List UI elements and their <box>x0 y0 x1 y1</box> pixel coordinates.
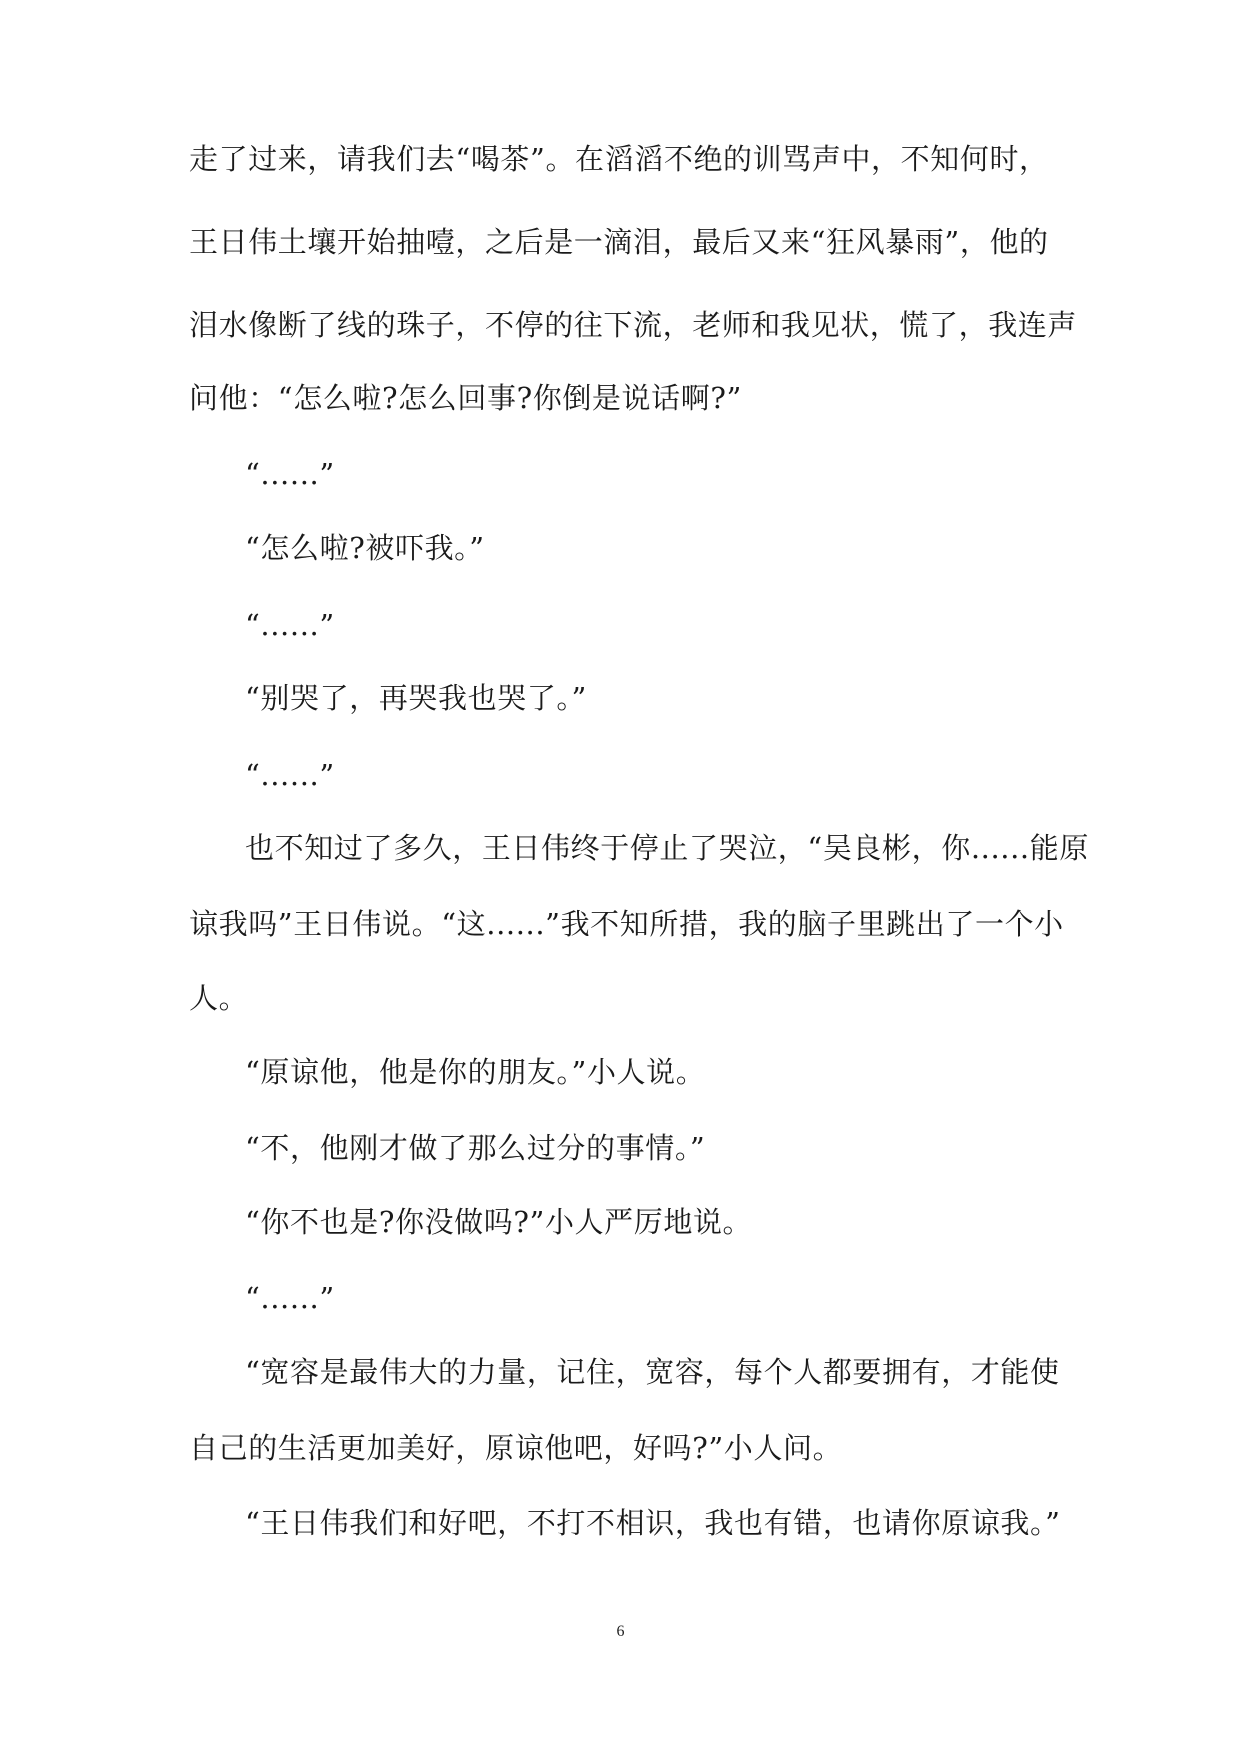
page-number: 6 <box>616 1623 625 1640</box>
text-line: 人。 <box>189 981 249 1015</box>
text-line: “王日伟我们和好吧，不打不相识，我也有错，也请你原谅我。” <box>245 1506 1061 1540</box>
text-line: 王日伟土壤开始抽噎，之后是一滴泪，最后又来“狂风暴雨”，他的 <box>189 225 1049 259</box>
text-line: 问他：“怎么啦?怎么回事?你倒是说话啊?” <box>189 381 742 415</box>
text-line: “......” <box>245 1281 335 1315</box>
text-line: “不，他刚才做了那么过分的事情。” <box>245 1131 706 1165</box>
text-line: 也不知过了多久，王日伟终于停止了哭泣，“吴良彬，你......能原 <box>245 831 1089 865</box>
text-line: 泪水像断了线的珠子，不停的往下流，老师和我见状，慌了，我连声 <box>189 308 1078 342</box>
text-line: 走了过来，请我们去“喝茶”。在滔滔不绝的训骂声中，不知何时， <box>189 142 1049 176</box>
text-line: “原谅他，他是你的朋友。”小人说。 <box>245 1055 706 1089</box>
text-line: “你不也是?你没做吗?”小人严厉地说。 <box>245 1205 753 1239</box>
text-line: “宽容是最伟大的力量，记住，宽容，每个人都要拥有，才能使 <box>245 1355 1060 1389</box>
text-line: “......” <box>245 758 335 792</box>
text-line: “怎么啦?被吓我。” <box>245 531 485 565</box>
text-line: 自己的生活更加美好，原谅他吧，好吗?”小人问。 <box>189 1431 843 1465</box>
text-line: 谅我吗”王日伟说。“这......”我不知所措，我的脑子里跳出了一个小 <box>189 907 1064 941</box>
text-line: “......” <box>245 457 335 491</box>
text-line: “......” <box>245 608 335 642</box>
text-line: “别哭了，再哭我也哭了。” <box>245 681 587 715</box>
